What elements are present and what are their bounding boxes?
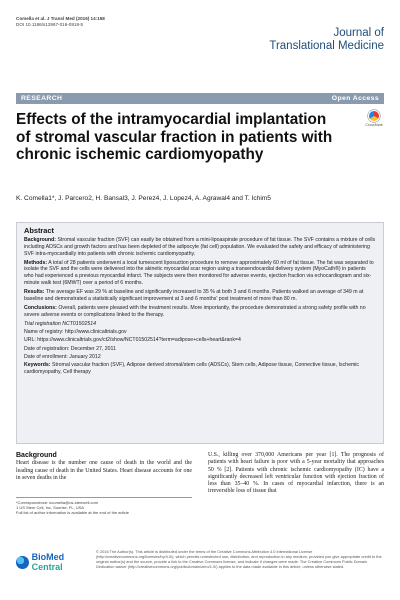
registry-url[interactable]: URL: https://www.clinicaltrials.gov/ct2/show/NCT01502514?term=adipose+cells+heart&rank=4 — [24, 337, 241, 344]
affiliation-footnote: 1 US Stem Cell, Inc, Sunrise, FL, USA — [16, 505, 85, 510]
publisher-logo[interactable] — [16, 552, 96, 572]
page-footer — [16, 549, 384, 579]
trial-registration — [24, 321, 376, 361]
keywords-text: Stromal vascular fraction (SVF), Adipose derived stromal/stem cells (ADSCs), Stem cells, Adipose tissue, Connective tissue, Ischemic cardiomyopathy, Cell therapy — [24, 362, 360, 375]
publisher-name-b: Central — [31, 562, 63, 572]
abstract-methods — [24, 260, 376, 287]
section-banner — [16, 93, 384, 104]
methods-text: A total of 28 patients underwent a local tumescent liposuction procedure to remove approximately 60 ml of fat tissue. The fat was separated to isolate the SVF and the cells were delivered into the akinetic myocardial scar region using a transendocardial delivery system (MyoCath®) in patients who had experienced a previous myocardial infarct. The subjects were then monitored for adverse events, ejection fraction via echocardiogram and six-minute walk test (6MWT) over a period of 6 months. — [24, 259, 374, 287]
conclusions-label: Conclusions: — [24, 305, 57, 311]
abstract-keywords — [24, 362, 376, 376]
enrollment-date: Date of enrollment: January 2012 — [24, 353, 101, 360]
body-paragraph: U.S., killing over 370,000 Americans per year [1]. The prognosis of patients with heart failure is poor with a 5-year mortality that approaches 50 % [2]. Patients with chronic ischemic cardiomyopathy (IC) have a significantly decreased left ventricular function with ejection fraction of less than 35–40 %. In cases of myocardial infarction, there is an irreversible loss of tissue that — [208, 452, 384, 495]
methods-label: Methods: — [24, 259, 48, 266]
publisher-name-a: BioMed — [31, 552, 65, 562]
journal-name-line2: Translational Medicine — [269, 39, 384, 52]
section-label: RESEARCH — [21, 95, 63, 102]
crossmark-label: CrossMark — [365, 123, 383, 127]
author-list: K. Comella1*, J. Parcero2, H. Bansal3, J. Perez4, J. Lopez4, A. Agrawal4 and T. Ichim5 — [16, 195, 271, 202]
body-paragraph: Heart disease is the number one cause of death in the world and the leading cause of death in the United States. Heart disease accounts for one in seven deaths in the — [16, 460, 192, 481]
biomed-central-icon — [16, 556, 29, 569]
trial-reg-line: Trial registration NCT01502514 — [24, 320, 96, 327]
results-text: The average EF was 29 % at baseline and significantly increased to 35 % at both 3 and 6 months. Patients walked an average of 349 m at baseline and demonstrated a statistically significant improvement at 3 and 6 months' post treatment of more than 80 m. — [24, 289, 364, 302]
abstract-results — [24, 289, 376, 303]
journal-name[interactable] — [269, 27, 384, 52]
journal-name-line1: Journal of — [333, 27, 384, 39]
abstract-background — [24, 237, 376, 258]
correspondence-footnote[interactable]: *Correspondence: kcomella@us-stemcell.com — [16, 500, 99, 505]
results-label: Results: — [24, 289, 45, 296]
author-info-footnote: Full list of author information is available at the end of the article — [16, 510, 129, 515]
background-heading: Background — [16, 452, 57, 459]
footnotes — [16, 497, 192, 515]
background-label: Background: — [24, 236, 56, 243]
abstract-conclusions — [24, 305, 376, 319]
conclusions-text: Overall, patients were pleased with the treatment results. More importantly, the procedure demonstrated a strong safety profile with no severe adverse events or complications linked to the therapy. — [24, 305, 366, 318]
citation-line: Comella et al. J Transl Med (2016) 14:158 — [16, 16, 105, 21]
body-column-right — [208, 452, 384, 496]
registry-name[interactable]: Name of registry: http://www.clinicaltrials.gov — [24, 329, 127, 336]
crossmark-icon — [368, 110, 380, 122]
body-column-left — [16, 452, 192, 482]
registration-date: Date of registration: December 27, 2011 — [24, 345, 116, 352]
crossmark-badge[interactable] — [364, 110, 384, 127]
doi-line[interactable]: DOI 10.1186/s12967-016-0918-5 — [16, 22, 84, 28]
abstract-box — [16, 222, 384, 444]
background-text: Stromal vascular fraction (SVF) can easily be obtained from a mini-lipoaspirate procedure of fat tissue. The SVF contains a mixture of cells including ADSCs and growth factors and has been depleted of the adipocyte (fat cell) population. We evaluated the safety and efficacy of administering SVF intra-myocardially into patients with chronic ischemic cardiomyopathy. — [24, 236, 376, 257]
citation-block — [16, 16, 105, 28]
article-title: Effects of the intramyocardial implantation of stromal vascular fraction in patients with chronic ischemic cardiomyopathy — [16, 111, 333, 164]
license-text: © 2016 The Author(s). This article is distributed under the terms of the Creative Commons Attribution 4.0 International License (http://creativecommons.org/licenses/by/4.0/), which permits unrestricted use, distribution, and reproduction in any medium, provided you give appropriate credit to the original author(s) and the source, provide a link to the Creative Commons license, and indicate if changes were made. The Creative Commons Public Domain Dedication waiver (http://creativecommons.org/publicdomain/zero/1.0/) applies to the data made available in this article, unless otherwise stated. — [96, 549, 382, 569]
keywords-label: Keywords: — [24, 362, 51, 369]
abstract-heading: Abstract — [24, 226, 54, 235]
publisher-name — [32, 552, 96, 572]
open-access-label: Open Access — [331, 95, 379, 102]
